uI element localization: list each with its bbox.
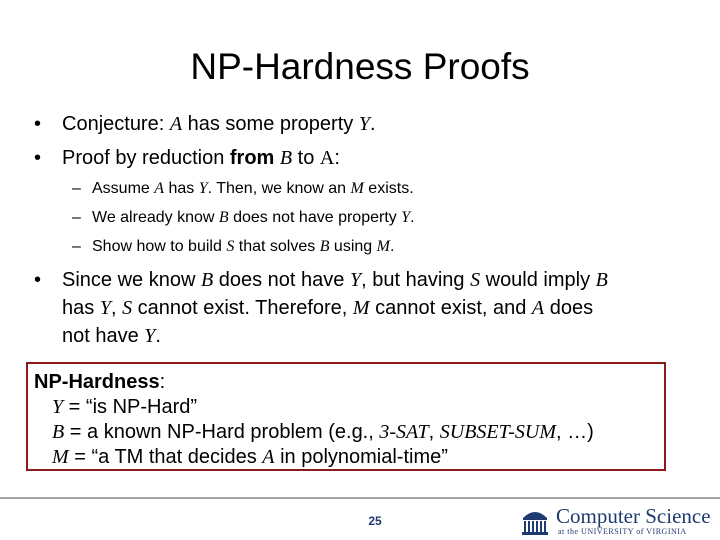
- dash: –: [72, 209, 81, 226]
- text: Proof by reduction: [62, 147, 230, 169]
- page-number: 25: [368, 514, 382, 528]
- text: cannot exist. Therefore,: [132, 297, 353, 319]
- box-line-y: [34, 395, 658, 420]
- math-var: A: [531, 297, 545, 319]
- math-var: Y: [52, 396, 64, 418]
- math-var: A: [154, 180, 165, 197]
- text: . Then, we know an: [207, 180, 351, 197]
- math-var: B: [319, 238, 330, 255]
- text: has: [62, 297, 100, 319]
- text: not have: [62, 325, 145, 347]
- text: .: [155, 325, 161, 347]
- text: in polynomial-time”: [274, 446, 448, 468]
- text: has: [164, 180, 199, 197]
- bullet-conjecture: [34, 110, 684, 138]
- text: .: [389, 238, 395, 255]
- footer-divider: [0, 497, 720, 499]
- text: .: [369, 113, 376, 135]
- text: Show how to build: [92, 238, 227, 255]
- text: We already know: [92, 209, 219, 226]
- text: would imply: [480, 269, 596, 291]
- text: = “is NP-Hard”: [63, 396, 198, 418]
- math-var: B: [279, 147, 293, 169]
- text: does not have: [213, 269, 350, 291]
- bullet-dot: •: [34, 269, 42, 291]
- text: that solves: [234, 238, 320, 255]
- math-var: M: [350, 180, 364, 197]
- text: has some property: [182, 113, 359, 135]
- math-var: S: [470, 269, 481, 291]
- text: to: [292, 147, 320, 169]
- cs-uva-logo: [520, 506, 716, 536]
- text: :: [334, 147, 340, 169]
- math-var: Y: [349, 269, 362, 291]
- logo-text: Computer Science: [556, 504, 711, 528]
- rotunda-icon: [520, 506, 550, 536]
- text: , but having: [361, 269, 471, 291]
- box-line-b: [34, 420, 658, 445]
- logo-subtext: at the UNIVERSITY of VIRGINIA: [558, 527, 687, 536]
- text: = “a TM that decides: [68, 446, 263, 468]
- text: , …): [556, 421, 594, 443]
- box-heading-text: NP-Hardness: [34, 371, 160, 393]
- math-var: S: [122, 297, 133, 319]
- text: :: [159, 371, 166, 393]
- math-var: M: [376, 238, 390, 255]
- math-var: B: [200, 269, 214, 291]
- math-var: Y: [99, 297, 111, 319]
- math-var: Y: [401, 209, 411, 226]
- text: .: [410, 209, 415, 226]
- text: ,: [428, 421, 440, 443]
- math-var: Y: [358, 113, 370, 135]
- math-var: B: [218, 209, 229, 226]
- text: Since we know: [62, 269, 201, 291]
- dash: –: [72, 180, 81, 197]
- bullet-since: [34, 266, 684, 350]
- problem-name: SUBSET-SUM: [439, 421, 557, 443]
- text: ,: [110, 297, 123, 319]
- problem-name: 3-SAT: [379, 421, 429, 443]
- bullet-proof: [34, 144, 684, 172]
- text: exists.: [363, 180, 414, 197]
- slide-title: NP-Hardness Proofs: [190, 46, 530, 87]
- text: Assume: [92, 180, 155, 197]
- subbullet-assume: [72, 178, 672, 200]
- text: using: [329, 238, 377, 255]
- np-hardness-definition-box: [26, 362, 666, 471]
- math-var: Y: [144, 325, 156, 347]
- text: does not have property: [228, 209, 402, 226]
- math-var: Y: [198, 180, 208, 197]
- dash: –: [72, 238, 81, 255]
- subbullet-already: [72, 207, 672, 229]
- text: = a known NP-Hard problem (e.g.,: [64, 421, 380, 443]
- math-var: M: [352, 297, 370, 319]
- subbullet-show: [72, 236, 672, 258]
- box-heading: [34, 370, 658, 395]
- math-var: B: [52, 421, 65, 443]
- text: Conjecture:: [62, 113, 170, 135]
- math-var: M: [52, 446, 69, 468]
- bullet-dot: •: [34, 147, 42, 169]
- math-var: B: [595, 269, 608, 291]
- box-line-m: [34, 445, 658, 470]
- math-var: A: [262, 446, 275, 468]
- math-var: S: [226, 238, 235, 255]
- bold-text: from: [229, 147, 275, 169]
- text: cannot exist, and: [369, 297, 532, 319]
- text: does: [544, 297, 594, 319]
- math-var: A: [319, 147, 335, 169]
- bullet-dot: •: [34, 113, 42, 135]
- math-var: A: [169, 113, 183, 135]
